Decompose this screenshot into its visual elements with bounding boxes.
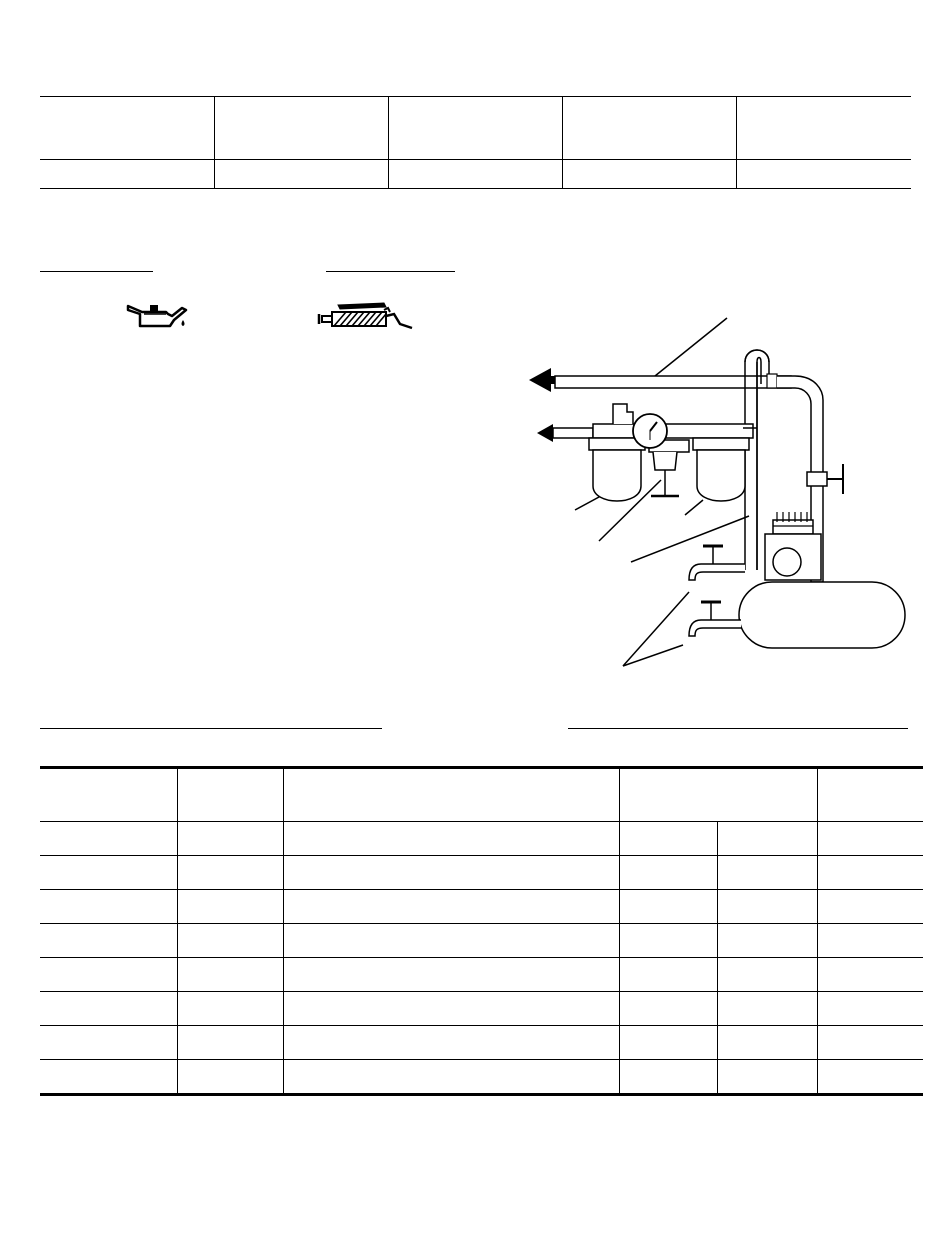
top-table-cell [214, 160, 388, 189]
table-cell [283, 856, 619, 890]
table-row [40, 1026, 923, 1060]
table-cell [717, 856, 817, 890]
table-cell [283, 992, 619, 1026]
parts-table-header-cell [817, 768, 923, 822]
parts-table-header-cell [40, 768, 177, 822]
table-cell [717, 958, 817, 992]
gauge-icon [633, 414, 667, 448]
table-cell [717, 890, 817, 924]
grease-heading-rule [326, 271, 455, 272]
top-table-cell [388, 97, 562, 160]
table-cell [177, 924, 283, 958]
table-cell [177, 1060, 283, 1095]
table-cell [177, 1026, 283, 1060]
parts-heading-rule-right [568, 728, 908, 729]
top-table [40, 96, 911, 189]
table-cell [619, 890, 717, 924]
table-cell [283, 1060, 619, 1095]
parts-table-header-cell [177, 768, 283, 822]
grease-gun-icon [316, 302, 416, 336]
top-table-row [40, 160, 911, 189]
table-cell [40, 1060, 177, 1095]
table-cell [177, 958, 283, 992]
table-cell [283, 958, 619, 992]
table-cell [177, 992, 283, 1026]
table-cell [40, 822, 177, 856]
top-table-cell [562, 160, 736, 189]
leader-line [631, 516, 749, 562]
table-cell [817, 856, 923, 890]
air-flow-arrow-icon [537, 424, 553, 442]
table-cell [283, 822, 619, 856]
air-compressor-piping-diagram [505, 300, 915, 680]
table-cell [717, 924, 817, 958]
parts-table [40, 766, 923, 1096]
top-table-cell [40, 97, 214, 160]
top-table-cell [214, 97, 388, 160]
table-cell [283, 1026, 619, 1060]
parts-table-header-row [40, 768, 923, 822]
table-cell [619, 822, 717, 856]
table-cell [817, 958, 923, 992]
table-cell [40, 958, 177, 992]
table-cell [177, 856, 283, 890]
table-row [40, 958, 923, 992]
table-cell [619, 1026, 717, 1060]
table-cell [817, 822, 923, 856]
table-cell [283, 924, 619, 958]
oil-can-icon [120, 300, 192, 334]
table-cell [619, 958, 717, 992]
table-cell [177, 890, 283, 924]
parts-table-header-cell [283, 768, 619, 822]
table-cell [817, 992, 923, 1026]
table-cell [40, 1026, 177, 1060]
top-table-cell [40, 160, 214, 189]
parts-heading-rule-left [40, 728, 382, 729]
table-row [40, 1060, 923, 1095]
table-cell [817, 924, 923, 958]
leader-line [655, 318, 727, 376]
table-row [40, 924, 923, 958]
top-table-cell [388, 160, 562, 189]
table-cell [177, 822, 283, 856]
table-cell [619, 1060, 717, 1095]
outlet-pipe [555, 376, 791, 388]
table-cell [40, 890, 177, 924]
table-cell [817, 1026, 923, 1060]
drain-valve-icon [689, 546, 745, 580]
top-table-header-row [40, 97, 911, 160]
table-cell [817, 1060, 923, 1095]
table-row [40, 992, 923, 1026]
table-cell [619, 924, 717, 958]
top-table-cell [736, 97, 911, 160]
leader-line [685, 500, 703, 515]
top-table-cell [736, 160, 911, 189]
table-cell [619, 992, 717, 1026]
table-cell [717, 1026, 817, 1060]
table-cell [717, 822, 817, 856]
drain-valve-icon [689, 602, 741, 636]
parts-table-header-cell [619, 768, 817, 822]
table-row [40, 890, 923, 924]
table-row [40, 822, 923, 856]
filter-regulator-lubricator-icon [589, 404, 757, 501]
table-cell [717, 1060, 817, 1095]
oil-heading-rule [40, 271, 153, 272]
table-row [40, 856, 923, 890]
table-cell [40, 856, 177, 890]
air-flow-arrow-icon [529, 368, 555, 392]
table-cell [717, 992, 817, 1026]
table-cell [283, 890, 619, 924]
table-cell [817, 890, 923, 924]
table-cell [619, 856, 717, 890]
top-table-cell [562, 97, 736, 160]
table-cell [40, 992, 177, 1026]
table-cell [40, 924, 177, 958]
